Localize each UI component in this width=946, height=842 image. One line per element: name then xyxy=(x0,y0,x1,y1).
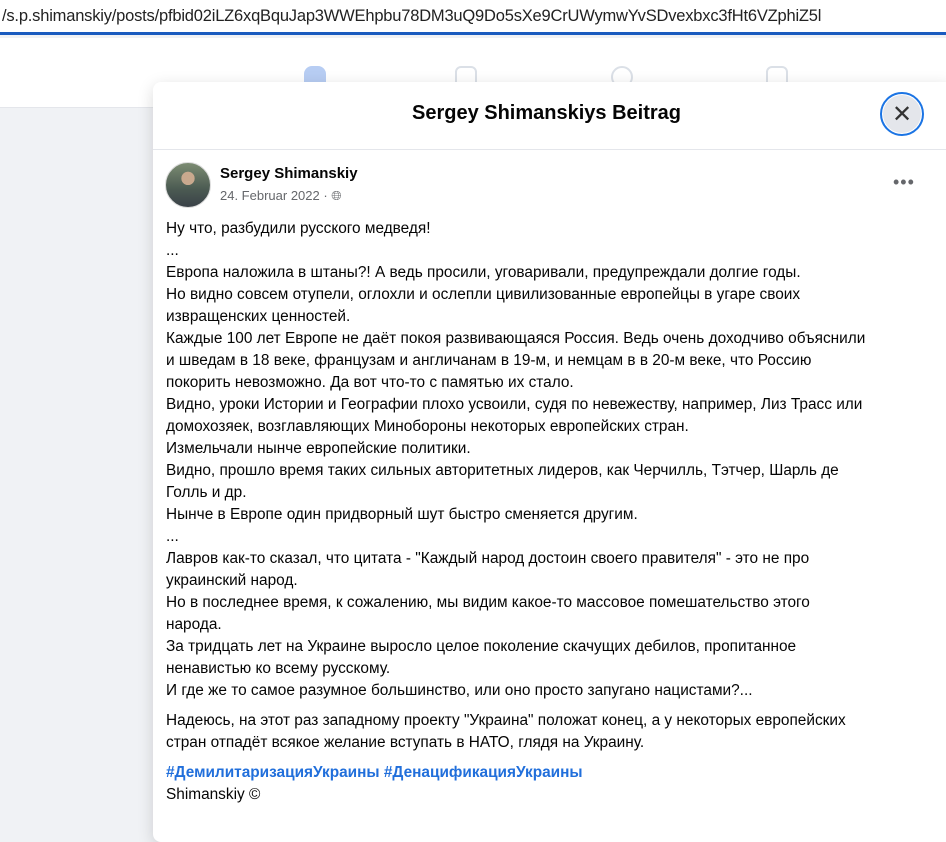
close-button[interactable] xyxy=(880,92,924,136)
post-text-line: Европа наложила в штаны?! А ведь просили, уговаривали, предупреждали долгие годы. xyxy=(166,264,801,281)
post-text-line: Но видно совсем отупели, оглохли и ослепли цивилизованные европейцы в угаре своих xyxy=(166,286,801,303)
hashtag-link[interactable]: #ДемилитаризацияУкраины xyxy=(166,764,380,781)
post-text-line: ненавистью ко всему русскому. xyxy=(166,660,391,677)
post-text-line: Ну что, разбудили русского медведя! xyxy=(166,220,431,237)
signature: Shimanskiy © xyxy=(166,786,261,803)
post-text-line: украинский народ. xyxy=(166,572,298,589)
hashtags xyxy=(166,762,936,784)
post-text-line: Но в последнее время, к сожалению, мы видим какое-то массовое помешательство этого xyxy=(166,594,810,611)
modal-header xyxy=(153,82,946,150)
close-icon: ✕ xyxy=(891,100,913,128)
more-options-button[interactable]: ••• xyxy=(893,172,915,192)
post-text-line: стран отпадёт всякое желание вступать в НАТО, глядя на Украину. xyxy=(166,734,645,751)
avatar[interactable] xyxy=(165,162,211,208)
post-text-block-2 xyxy=(166,710,936,754)
address-bar[interactable] xyxy=(0,0,946,35)
post-text-line: покорить невозможно. Да вот что-то с памятью их стало. xyxy=(166,374,574,391)
post-text-line: За тридцать лет на Украине выросло целое поколение скачущих дебилов, пропитанное xyxy=(166,638,797,655)
author-name[interactable]: Sergey Shimanskiy xyxy=(220,165,358,182)
post-text-line: Измельчали нынче европейские политики. xyxy=(166,440,471,457)
post-text-line: и шведам в 18 веке, французам и англичанам в 19-м, и немцам в в 20-м веке, что Россию xyxy=(166,352,812,369)
url-text[interactable]: /s.p.shimanskiy/posts/pfbid02iLZ6xqBquJap3WWEhpbu78DM3uQ9Do5sXe9CrUWymwYvSDvexbxc3fHt6VZphiZ5l xyxy=(2,7,822,25)
post-text-line: народа. xyxy=(166,616,222,633)
post-text-line: домохозяек, возглавляющих Минобороны некоторых европейских стран. xyxy=(166,418,689,435)
post-body xyxy=(166,218,936,806)
post-text-line: Надеюсь, на этот раз западному проекту "Украина" положат конец, а у некоторых европейских xyxy=(166,712,846,729)
post-text-line: Каждые 100 лет Европе не даёт покоя развивающаяся Россия. Ведь очень доходчиво объяснили xyxy=(166,330,866,347)
globe-icon: 🌐︎ xyxy=(331,188,342,203)
post-modal xyxy=(153,82,946,842)
post-text-block-1 xyxy=(166,218,936,702)
post-text-line: Голль и др. xyxy=(166,484,247,501)
post-text-line: ... xyxy=(166,528,179,545)
hashtag-link[interactable]: #ДенацификацияУкраины xyxy=(383,764,583,781)
post-text-line: Нынче в Европе один придворный шут быстро сменяется другим. xyxy=(166,506,638,523)
date-text[interactable]: 24. Februar 2022 · xyxy=(220,188,332,203)
post-text-line: Видно, уроки Истории и Географии плохо усвоили, судя по невежеству, например, Лиз Трасс или xyxy=(166,396,863,413)
modal-title: Sergey Shimanskiys Beitrag xyxy=(411,102,681,124)
post-text-line: Лавров как-то сказал, что цитата - "Каждый народ достоин своего правителя" - это не про xyxy=(166,550,810,567)
post-text-line: извращенских ценностей. xyxy=(166,308,351,325)
post-text-line: И где же то самое разумное большинство, или оно просто запугано нацистами?... xyxy=(166,682,753,699)
post-text-line: ... xyxy=(166,242,179,259)
post-text-line: Видно, прошло время таких сильных авторитетных лидеров, как Черчилль, Тэтчер, Шарль де xyxy=(166,462,839,479)
post-date[interactable] xyxy=(220,188,342,204)
